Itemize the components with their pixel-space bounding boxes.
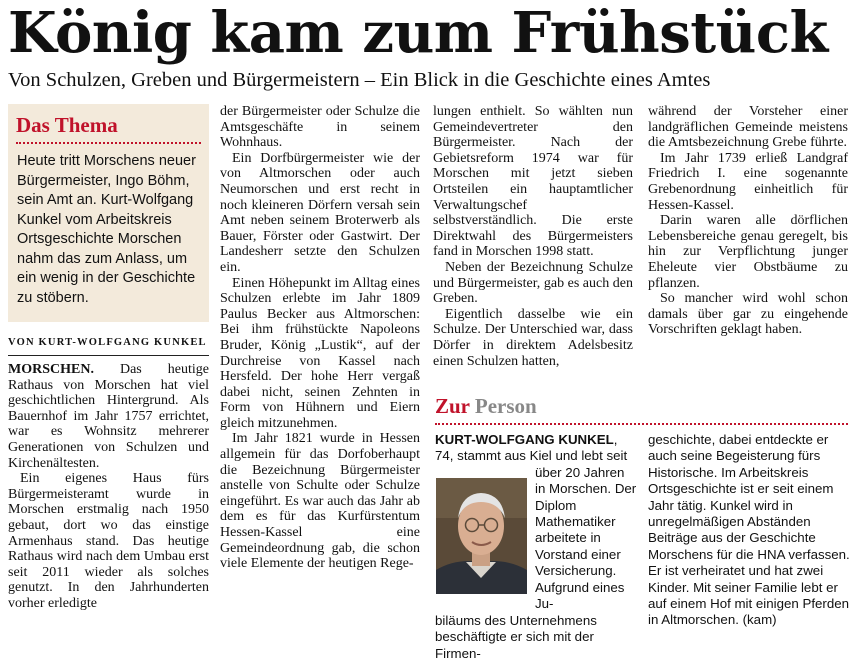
article-column-4 bbox=[648, 104, 848, 338]
article-paragraph: der Bürgermeister oder Schulze die Amtsgeschäfte in seinem Wohnhaus. bbox=[220, 104, 420, 151]
thema-title: Das Thema bbox=[16, 113, 118, 137]
article-paragraph: So mancher wird wohl schon damals über gar zu eingehende Vorschriften geklagt haben. bbox=[648, 291, 848, 338]
article-column-1 bbox=[8, 362, 209, 612]
person-name: KURT-WOLFGANG KUNKEL bbox=[435, 432, 614, 447]
portrait-photo bbox=[436, 478, 527, 594]
thema-text: Heute tritt Morschens neuer Bürgermeister, Ingo Böhm, sein Amt an. Kurt-Wolfgang Kunkel vom Arbeitskreis Ortsgeschichte Morschen nahm das zum Anlass, um ein wenig in der Geschichte zu stöbern. bbox=[17, 153, 196, 306]
person-intro bbox=[435, 432, 638, 465]
person-text-below-photo: biläums des Unternehmens beschäftigte er sich mit der Firmen- bbox=[435, 612, 597, 661]
article-column-2 bbox=[220, 104, 420, 572]
article-paragraph: Im Jahr 1821 wurde in Hessen allgemein für das Dorfoberhaupt die Bezeichnung Bürgermeister anstelle von Schulte oder Schulze eingeführt. Es war auch das Jahr ab dem es für das Kurfürstentum Hessen-Kassel eine Gemeindeordnung gab, die schon viele Elemente der heutigen Rege- bbox=[220, 431, 420, 572]
dateline: MORSCHEN. bbox=[8, 362, 94, 377]
byline-divider bbox=[8, 355, 209, 356]
article-column-3 bbox=[433, 104, 633, 369]
person-title-person: Person bbox=[474, 394, 537, 418]
person-section-title bbox=[435, 394, 537, 419]
headline: König kam zum Frühstück bbox=[8, 0, 828, 66]
person-text-beside-photo: über 20 Jahren in Morschen. Der Diplom Mathematiker arbeitete in Vorstand einer Versicherung. Aufgrund eines Ju- bbox=[535, 464, 637, 612]
article-text: Das heutige Rathaus von Morschen hat viel geschichtlichen Hintergrund. Als Bauernhof im Jahr 1757 errichtet, war es Wohnsitz mehrerer Generationen von Schulzen und Kirchenältesten. bbox=[8, 362, 209, 471]
byline: VON KURT-WOLFGANG KUNKEL bbox=[8, 337, 207, 348]
article-paragraph bbox=[8, 362, 209, 471]
person-intro-text: , 74, stammt aus Kiel und lebt seit bbox=[435, 432, 628, 464]
article-paragraph: Darin waren alle dörflichen Lebensbereiche genau geregelt, bis hin zur Verpflichtung junger Eheleute vier Obstbäume zu pflanzen. bbox=[648, 213, 848, 291]
article-paragraph: Eigentlich dasselbe wie ein Schulze. Der Unterschied war, dass Dörfer in direktem Adelsbesitz einen Schulzen hatten, bbox=[433, 306, 633, 369]
article-paragraph: Neben der Bezeichnung Schulze und Bürgermeister, gab es auch den Greben. bbox=[433, 259, 633, 307]
person-divider bbox=[435, 423, 848, 425]
person-title-zur: Zur bbox=[435, 394, 470, 418]
thema-divider bbox=[16, 142, 201, 144]
subheadline: Von Schulzen, Greben und Bürgermeistern – Ein Blick in die Geschichte eines Amtes bbox=[8, 69, 711, 91]
article-paragraph: während der Vorsteher einer landgräflichen Gemeinde meistens die Amtsbezeichnung Grebe führte. bbox=[648, 104, 848, 151]
article-paragraph: lungen enthielt. So wählten nun Gemeindevertreter den Bürgermeister. Nach der Gebietsreform 1974 war für Morschen mit jetzt sieben Ortsteilen ein hauptamtlicher Verwaltungschef selbstverständlich. Die erste Direktwahl des Bürgermeisters fand in Morschen 1998 statt. bbox=[433, 104, 633, 260]
article-paragraph: Einen Höhepunkt im Alltag eines Schulzen erlebte im Jahr 1809 Paulus Becker aus Altmorschen: Bei ihm frühstückte Napoleons Bruder, König „Lustik“, auf der Durchreise von Kassel nach Hersfeld. Der hohe Herr vergaß dabei nicht, seinen Zehnten in Form von Hühnern und Eiern gleich mitzunehmen. bbox=[220, 275, 420, 431]
person-column-2: geschichte, dabei entdeckte er auch seine Begeisterung fürs Historische. Im Arbeitskreis Ortsgeschichte ist er seit einem Jahr tätig. Kunkel wird in unregelmäßigen Abständen Beiträge aus der Geschichte Morschens für die HNA verfassen. Er ist verheiratet und hat zwei Kinder. Mit seiner Familie lebt er auf einem Hof mit einigen Pferden in Altmorschen. (kam) bbox=[648, 432, 850, 628]
article-paragraph: Ein eigenes Haus fürs Bürgermeisteramt wurde in Morschen erstmalig nach 1950 gebaut, dort wo das einstige Armenhaus stand. Das heutige Rathaus wird nach dem Umbau erst seit 2011 wieder als solches genutzt. In den Jahrhunderten vorher erledigte bbox=[8, 471, 209, 611]
thema-box bbox=[8, 104, 209, 322]
article-paragraph: Ein Dorfbürgermeister wie der von Altmorschen oder auch Neumorschen und erst recht in noch kleineren Dörfern versah sein Amt neben seinem Broterwerb als Bauer, Förster oder Gastwirt. Der Landesherr setzte den Schulzen ein. bbox=[220, 150, 420, 275]
article-paragraph: Im Jahr 1739 erließ Landgraf Friedrich I. eine sogenannte Grebenordnung einheitlich für Hessen-Kassel. bbox=[648, 150, 848, 213]
